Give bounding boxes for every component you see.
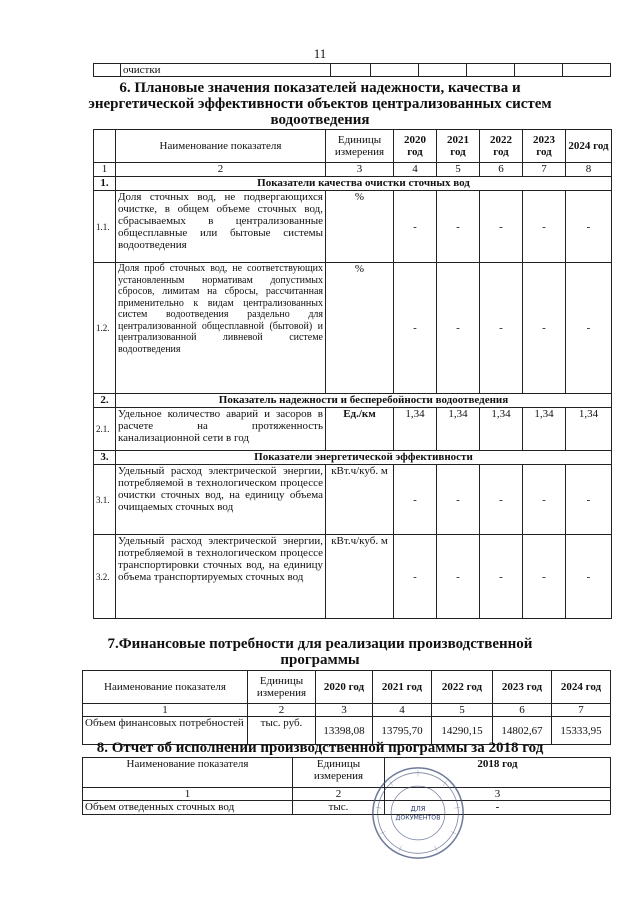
column-numbers-row: 1 2 3 bbox=[83, 788, 611, 801]
report-2018-table bbox=[82, 757, 611, 815]
group-row-2: 2. Показатель надежности и бесперебойности водоотведения bbox=[94, 394, 612, 408]
prev-cell: очистки bbox=[121, 64, 331, 77]
prev-table-fragment bbox=[93, 63, 611, 77]
section-8-title: 8. Отчет об исполнении производственной программы за 2018 год bbox=[96, 740, 544, 756]
table-row-2-1: 2.1. Удельное количество аварий и засоров в расчете на протяженность канализационной сети в год Ед./км 1,34 1,34 1,34 1,34 1,34 bbox=[94, 408, 612, 451]
section-7-title: 7.Финансовые потребности для реализации производственной программы bbox=[107, 636, 533, 668]
page-number: 11 bbox=[313, 46, 327, 61]
table-row-3-1: 3.1. Удельный расход электрической энергии, потребляемой в технологическом процессе очистки сточных вод, на единицу объема очищаемых сточных вод кВт.ч/куб. м - - - - - bbox=[94, 465, 612, 535]
table-row-3-2: 3.2. Удельный расход электрической энергии, потребляемой в технологическом процессе транспортировки сточных вод, на единицу объема транспортируемых сточных вод кВт.ч/куб. м - - - - - bbox=[94, 535, 612, 619]
header-row: Наименование показателя Единицы измерения 2020 год 2021 год 2022 год 2023 год 2024 год bbox=[83, 671, 611, 704]
indicators-table bbox=[93, 129, 612, 619]
group-row-1: 1. Показатели качества очистки сточных вод bbox=[94, 177, 612, 191]
official-stamp bbox=[370, 765, 466, 861]
table-row: Объем отведенных сточных вод тыс. - bbox=[83, 801, 611, 815]
group-row-3: 3. Показатели энергетической эффективности bbox=[94, 451, 612, 465]
header-row: Наименование показателя Единицы измерения 2020 год 2021 год 2022 год 2023 год 2024 год bbox=[94, 130, 612, 163]
stamp-text: ДЛЯ bbox=[410, 805, 426, 814]
table-row-1-1: 1.1. Доля сточных вод, не подвергающихся очистке, в общем объеме сточных вод, сбрасываемых в централизованные общесплавные или бытовые системы водоотведения % - - - - - bbox=[94, 191, 612, 263]
table-row-1-2: 1.2. Доля проб сточных вод, не соответствующих установленным нормативам допустимых сбросов, лимитам на сбросы, рассчитанная применительно к видам централизованных систем водоотведения раздельно для централизованной общесплавной (бытовой) и централизованной ливневой системе водоотведения % - - - - - bbox=[94, 263, 612, 394]
financial-needs-table bbox=[82, 670, 611, 745]
header-row: Наименование показателя Единицы измерения 2018 год bbox=[83, 758, 611, 788]
column-numbers-row: 1 2 3 4 5 6 7 8 bbox=[94, 163, 612, 177]
svg-text:ДОКУМЕНТОВ: ДОКУМЕНТОВ bbox=[395, 814, 441, 822]
table-row: Объем финансовых потребностей тыс. руб. 13398,08 13795,70 14290,15 14802,67 15333,95 bbox=[83, 717, 611, 745]
column-numbers-row: 1 2 3 4 5 6 7 bbox=[83, 704, 611, 717]
section-6-title: 6. Плановые значения показателей надежности, качества и энергетической эффективности объектов централизованных систем водоотведения bbox=[88, 80, 552, 128]
